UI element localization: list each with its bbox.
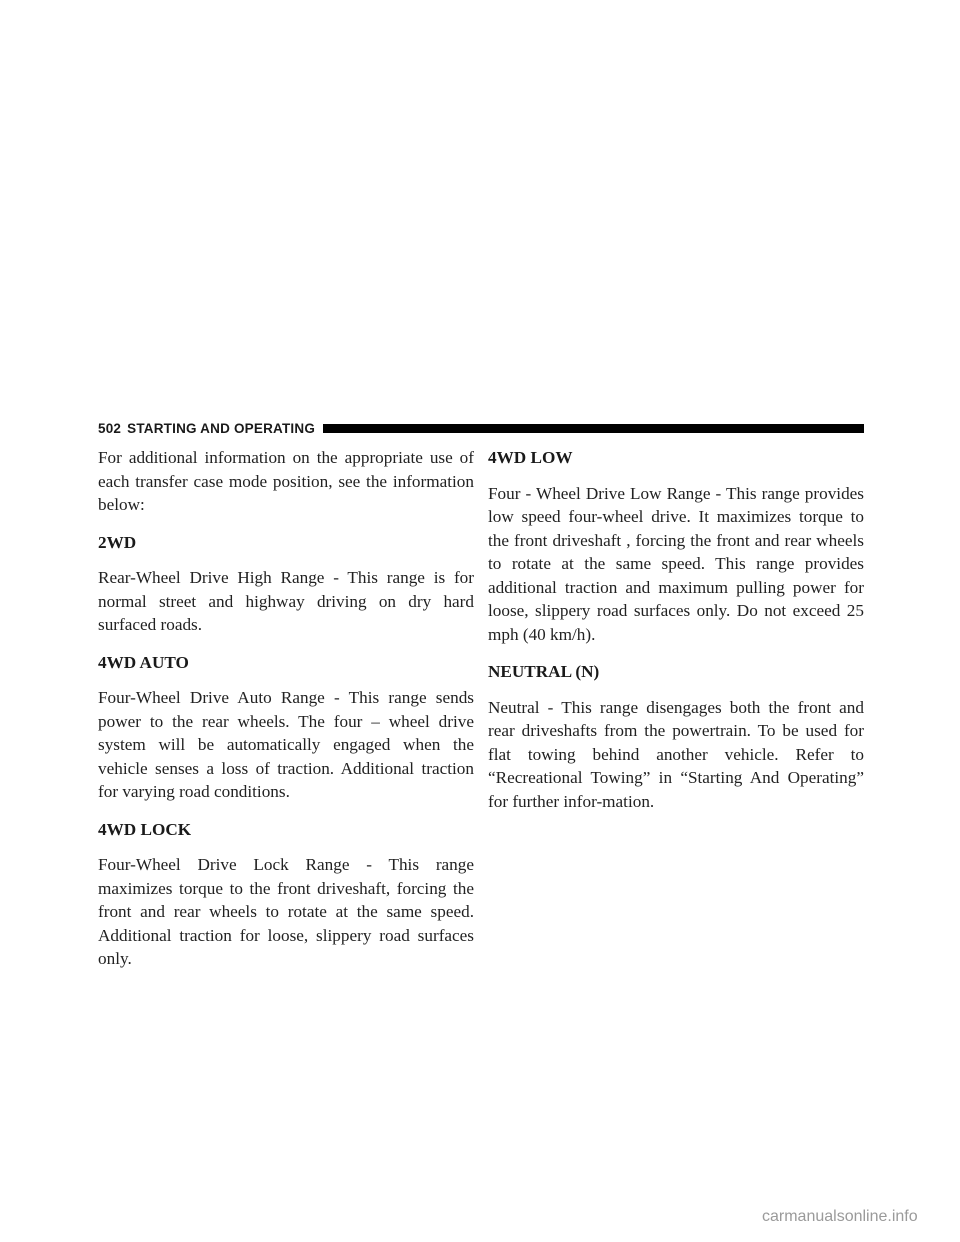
heading-2wd: 2WD xyxy=(98,532,137,552)
header-rule xyxy=(323,424,864,433)
body-4wd-low: Four - Wheel Drive Low Range - This range provides low speed four-wheel drive. It maximizes torque to the front driveshaft , forcing the front and rear wheels to rotate at the same speed. This range provides additional traction and maximum pulling power for loose, slippery road surfaces only. Do not exceed 25 mph (40 km/h). xyxy=(488,483,864,644)
left-column xyxy=(98,446,474,985)
section-title: STARTING AND OPERATING xyxy=(127,420,316,436)
heading-4wd-low: 4WD LOW xyxy=(488,448,573,467)
watermark-link[interactable]: carmanualsonline.info xyxy=(762,1208,918,1225)
heading-4wd-auto: 4WD AUTO xyxy=(98,652,189,672)
page-number: 502 xyxy=(98,420,122,436)
page-header xyxy=(98,418,864,438)
right-column xyxy=(488,446,864,827)
body-2wd: Rear-Wheel Drive High Range - This range is for normal street and highway driving on dry hard surfaced roads. xyxy=(98,568,474,634)
intro-paragraph: For additional information on the appropriate use of each transfer case mode position, see the information below: xyxy=(98,448,474,514)
body-neutral: Neutral - This range disengages both the front and rear driveshafts from the powertrain. To be used for flat towing behind another vehicle. Refer to “Recreational Towing” in “Starting And Operating” for further infor-mation. xyxy=(488,697,864,811)
heading-4wd-lock: 4WD LOCK xyxy=(98,819,192,839)
heading-neutral: NEUTRAL (N) xyxy=(488,662,600,681)
body-4wd-lock: Four-Wheel Drive Lock Range - This range maximizes torque to the front driveshaft, forcing the front and rear wheels to rotate at the same speed. Additional traction for loose, slippery road surfaces only. xyxy=(98,855,474,968)
body-4wd-auto: Four-Wheel Drive Auto Range - This range sends power to the rear wheels. The four – wheel drive system will be automatically engaged when the vehicle senses a loss of traction. Additional traction for varying road conditions. xyxy=(98,688,474,801)
